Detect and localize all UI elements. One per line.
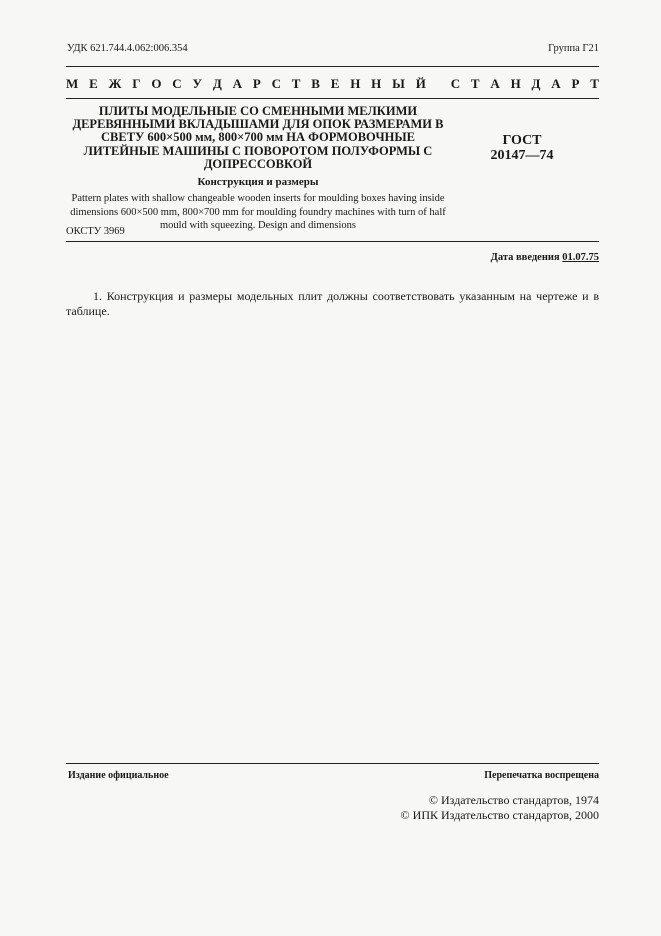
gost-number: 20147—74 [490,148,554,163]
gost-label: ГОСТ [502,133,542,148]
copyright-block [401,793,599,823]
copyright-line-2: © ИПК Издательство стандартов, 2000 [400,808,599,822]
heading-letter: М [66,76,79,91]
heading-letter [437,76,440,92]
title-block [66,105,450,233]
heading-letter: Р [571,76,580,91]
top-rule [66,66,599,67]
heading-letter: Е [89,76,98,91]
heading-letter: Т [470,76,480,91]
heading-letter: Д [531,76,541,91]
heading-letter: Т [291,76,301,91]
heading-letter: В [311,76,320,91]
heading-letter: Й [415,76,426,91]
heading-letter: А [490,76,500,91]
paragraph-1: 1. Конструкция и размеры модельных плит должны соответствовать указанным на чертеже и в таблице. [66,289,599,318]
heading-rule [66,98,599,99]
copyright-line-1: © Издательство стандартов, 1974 [428,793,599,807]
heading-letter: Н [371,76,382,91]
heading-letter: А [551,76,561,91]
heading-letter: Т [590,76,599,91]
footer-rule [66,763,599,764]
interstate-standard-heading [66,76,599,92]
introduction-date-value: 01.07.75 [562,252,599,263]
official-edition: Издание официальное [68,770,169,781]
title-english: Pattern plates with shallow changeable wooden inserts for moulding boxes having inside dimensions 600×500 mm, 800×700 mm for moulding foundry machines with turn of half mould with squeezing. Design and dimensions [70,193,446,232]
introduction-date-label: Дата введения [490,252,560,263]
heading-letter: С [450,76,461,91]
heading-letter: С [172,76,182,91]
heading-letter: Н [510,76,521,91]
heading-letter: Д [212,76,222,91]
heading-letter: Р [252,76,261,91]
heading-letter: Е [330,76,340,91]
okstu-code: ОКСТУ 3969 [66,226,125,237]
heading-letter: Н [350,76,361,91]
okstu-rule [66,241,599,242]
gost-designation [472,133,572,163]
heading-letter: Ж [108,76,122,91]
introduction-date [491,252,599,263]
reprint-prohibited: Перепечатка воспрещена [484,770,599,781]
udk-code: УДК 621.744.4.062:006.354 [67,43,188,54]
heading-letter: С [271,76,281,91]
heading-letter: Г [132,76,141,91]
title-russian: ПЛИТЫ МОДЕЛЬНЫЕ СО СМЕННЫМИ МЕЛКИМИ ДЕРЕВЯННЫМИ ВКЛАДЫШАМИ ДЛЯ ОПОК РАЗМЕРАМИ В СВЕТУ 600×500 мм, 800×700 мм НА ФОРМОВОЧНЫЕ ЛИТЕЙНЫЕ МАШИНЫ С ПОВОРОТОМ ПОЛУФОРМЫ С ДОПРЕССОВКОЙ [72,104,444,171]
heading-letter: О [151,76,162,91]
heading-letter: У [192,76,203,91]
group-code: Группа Г21 [548,43,599,54]
subtitle-russian: Конструкция и размеры [197,176,319,189]
heading-letter: А [232,76,242,91]
heading-letter: Ы [392,76,405,91]
